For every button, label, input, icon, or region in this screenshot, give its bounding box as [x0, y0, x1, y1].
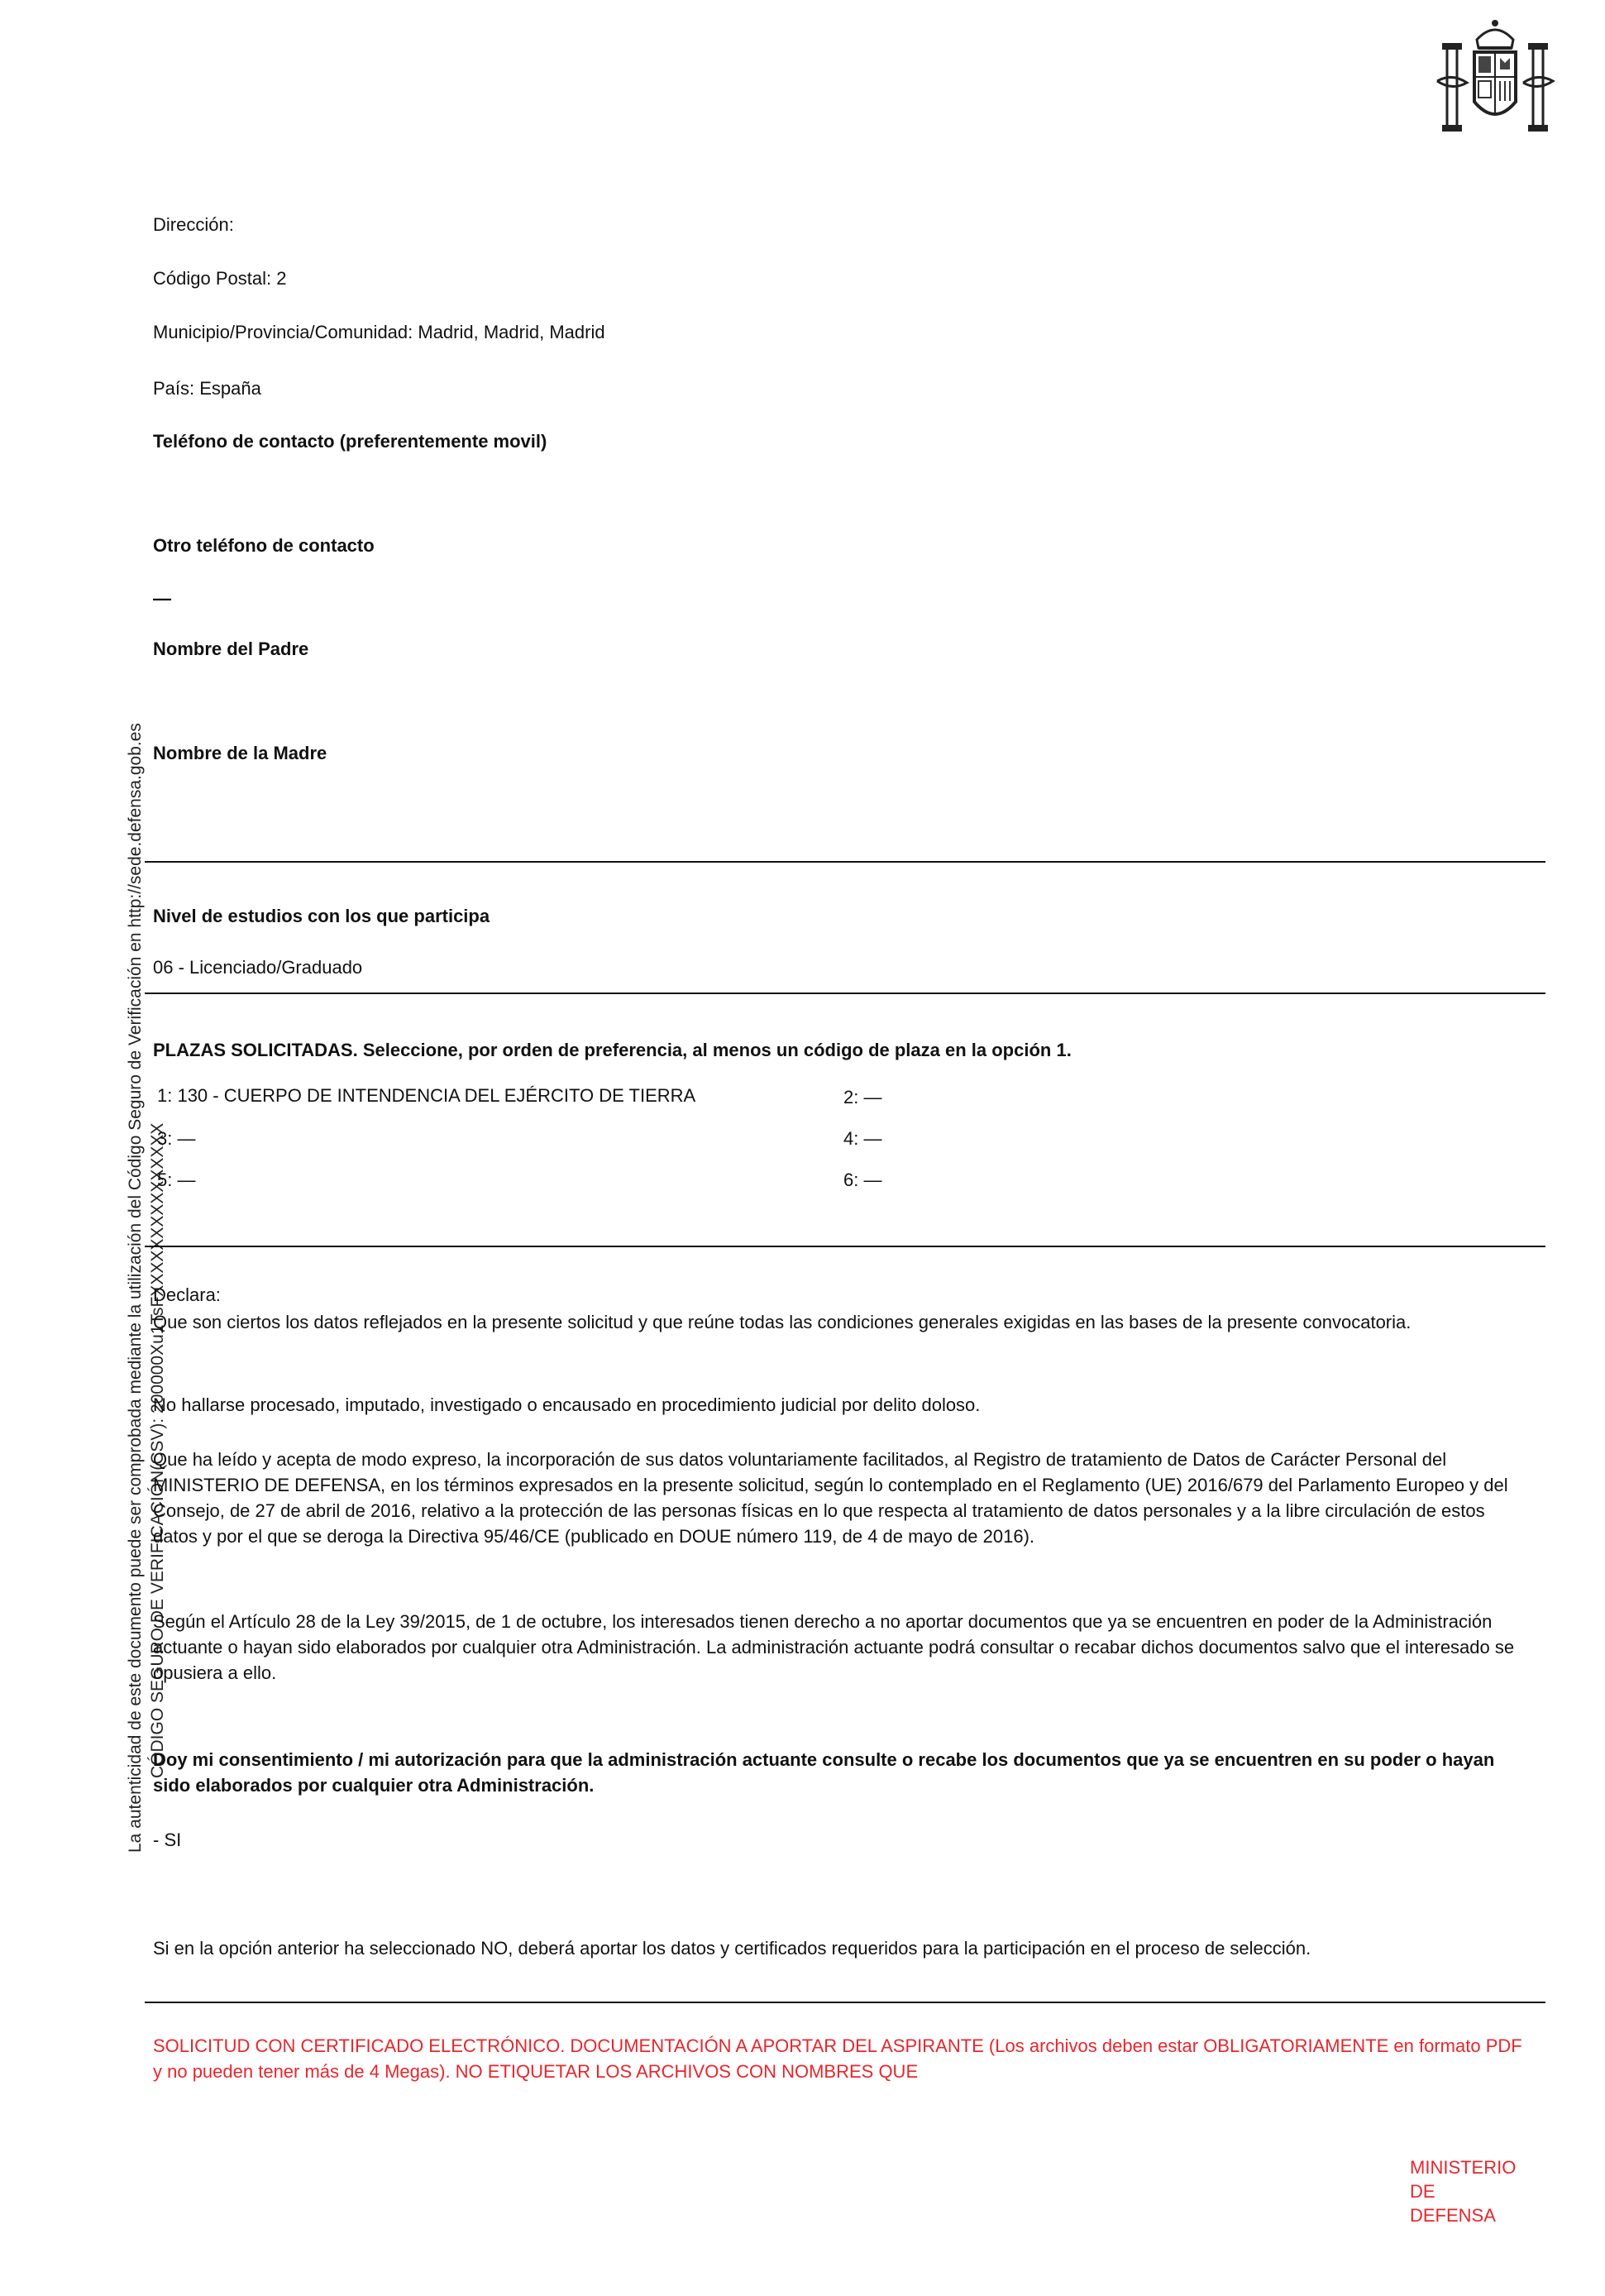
ministerio-line-1: MINISTERIO: [1410, 2157, 1517, 2178]
declara-label: Declara:: [153, 1284, 221, 1305]
side-text-line2: CÓDIGO SEGURO DE VERIFICACIÓN(CSV): 200000Xu1TsFXXXXXXXXXXXXXXX: [148, 1122, 167, 1778]
declara-paragraph-1: Que son ciertos los datos reflejados en la presente solicitud y que reúne todas las condiciones generales exigidas en las bases de la presente convocatoria.: [153, 1312, 1412, 1332]
plaza-4: 4: —: [843, 1128, 882, 1149]
pais-field: País: España: [153, 378, 261, 399]
nombre-padre-label: Nombre del Padre: [153, 639, 309, 659]
plaza-3: 3: —: [157, 1128, 196, 1149]
plaza-5: 5: —: [157, 1170, 196, 1190]
ministerio-defensa-mark: [1410, 2155, 1516, 2227]
direccion-field: Dirección:: [153, 214, 234, 235]
consent-text: Doy mi consentimiento / mi autorización para que la administración actuante consulte o recabe los documentos que ya se encuentren en su poder o hayan sido elaborados por cualquier otra Administración.: [153, 1749, 1495, 1796]
side-text-line1: La autenticidad de este documento puede ser comprobada mediante la utilización del Código Seguro de Verificación en http://sede.defensa.gob.es: [126, 723, 145, 1853]
documentacion-notice: SOLICITUD CON CERTIFICADO ELECTRÓNICO. DOCUMENTACIÓN A APORTAR DEL ASPIRANTE (Los archivos deben estar OBLIGATORIAMENTE en formato PDF y no pueden tener más de 4 Megas). NO ETIQUETAR LOS ARCHIVOS CON NOMBRES QUE: [153, 2035, 1522, 2082]
otro-telefono-label: Otro teléfono de contacto: [153, 535, 375, 556]
nombre-madre-label: Nombre de la Madre: [153, 743, 327, 763]
declara-paragraph-3: Que ha leído y acepta de modo expreso, la incorporación de sus datos voluntariamente facilitados, al Registro de tratamiento de Datos de Carácter Personal del MINISTERIO DE DEFENSA, en los términos expresados en la presente solicitud, según lo contemplado en el Reglamento (UE) 2016/679 del Parlamento Europeo y del Consejo, de 27 de abril de 2016, relativo a la protección de las personas físicas en lo que respecta al tratamiento de datos personales y a la libre circulación de estos datos y por el que se deroga la Directiva 95/46/CE (publicado en DOUE número 119, de 4 de mayo de 2016).: [153, 1449, 1508, 1547]
nivel-estudios-value: 06 - Licenciado/Graduado: [153, 957, 363, 978]
declara-paragraph-4: Según el Artículo 28 de la Ley 39/2015, de 1 de octubre, los interesados tienen derecho a no aportar documentos que ya se encuentren en poder de la Administración actuante o hayan sido elaborados por cualquier otra Administración. La administración actuante podrá consultar o recabar dichos documentos salvo que el interesado se opusiera a ello.: [153, 1611, 1515, 1683]
telefono-label: Teléfono de contacto (preferentemente movil): [153, 431, 547, 452]
plaza-1: 1: 130 - CUERPO DE INTENDENCIA DEL EJÉRCITO DE TIERRA: [157, 1085, 696, 1106]
seleccion-note: Si en la opción anterior ha seleccionado NO, deberá aportar los datos y certificados requeridos para la participación en el proceso de selección.: [153, 1938, 1311, 1959]
section-divider: [145, 2002, 1545, 2003]
section-divider: [145, 1246, 1545, 1247]
section-divider: [145, 861, 1545, 863]
plaza-6: 6: —: [843, 1170, 882, 1190]
codigo-postal-field: Código Postal: 2: [153, 268, 287, 289]
declara-paragraph-2: No hallarse procesado, imputado, investigado o encausado en procedimiento judicial por delito doloso.: [153, 1394, 981, 1415]
otro-telefono-value: —: [153, 588, 171, 609]
ministerio-line-3: DEFENSA: [1410, 2205, 1496, 2226]
section-divider: [145, 993, 1545, 994]
coat-of-arms-logo: [1429, 15, 1561, 139]
consent-value: - SI: [153, 1830, 182, 1850]
plazas-heading: PLAZAS SOLICITADAS. Seleccione, por orden de preferencia, al menos un código de plaza en la opción 1.: [153, 1040, 1072, 1060]
ministerio-line-2: DE: [1410, 2181, 1435, 2202]
nivel-estudios-label: Nivel de estudios con los que participa: [153, 906, 490, 926]
municipio-field: Municipio/Provincia/Comunidad: Madrid, Madrid, Madrid: [153, 322, 605, 342]
plaza-2: 2: —: [843, 1087, 882, 1107]
